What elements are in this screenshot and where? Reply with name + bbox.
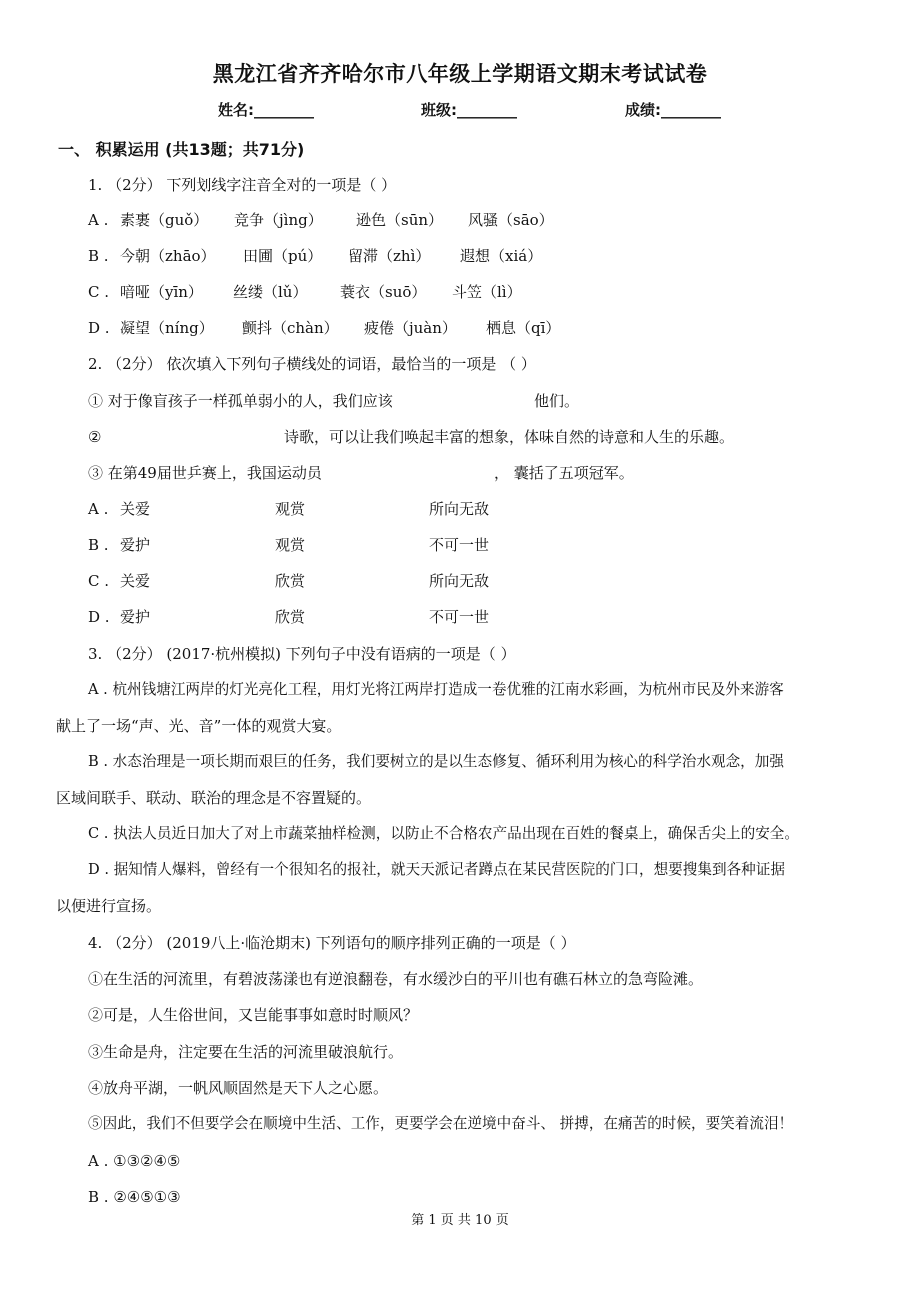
q4-option-b: B . ②④⑤①③ bbox=[88, 1188, 181, 1206]
q4-sentence-1: ①在生活的河流里，有碧波荡漾也有逆浪翻卷，有水缓沙白的平川也有礁石林立的急弯险滩。 bbox=[88, 970, 704, 988]
q3-option-d-line-2: 以便进行宣扬。 bbox=[56, 897, 162, 915]
sentence-text: ② bbox=[88, 428, 102, 446]
option-letter: D . bbox=[88, 319, 110, 337]
option-item: 丝缕（lǔ） bbox=[233, 283, 308, 301]
option-item: 不可一世 bbox=[429, 608, 490, 626]
option-item: 关爱 bbox=[120, 572, 151, 590]
class-field: 班级:________ bbox=[421, 101, 517, 119]
option-item: 爱护 bbox=[120, 536, 151, 554]
page-number: 第 1 页 共 10 页 bbox=[411, 1213, 509, 1228]
name-field: 姓名:________ bbox=[218, 101, 314, 119]
q4-sentence-2: ②可是，人生俗世间，又岂能事事如意时时顺风？ bbox=[88, 1006, 419, 1024]
option-item: 观赏 bbox=[275, 536, 306, 554]
q3-option-c: C . 执法人员近日加大了对上市蔬菜抽样检测，以防止不合格农产品出现在百姓的餐桌上，确保舌尖上的安全。 bbox=[88, 825, 799, 842]
exam-title: 黑龙江省齐齐哈尔市八年级上学期语文期末考试试卷 bbox=[212, 62, 708, 86]
q1-stem: 1. （2分） 下列划线字注音全对的一项是（ ） bbox=[88, 176, 397, 194]
option-item: 今朝（zhāo） bbox=[120, 247, 216, 265]
sentence-text: ③ 在第49届世乒赛上，我国运动员 bbox=[88, 464, 322, 482]
option-item: 竞争（jìng） bbox=[234, 211, 323, 229]
section-heading: 一、 积累运用 (共13题；共71分) bbox=[58, 140, 305, 159]
q3-option-b-line-1: B . 水态治理是一项长期而艰巨的任务，我们要树立的是以生态修复、循环利用为核心的科学治水观念，加强 bbox=[88, 753, 784, 770]
option-letter: C . bbox=[88, 283, 110, 301]
option-letter: D . bbox=[88, 608, 110, 626]
q4-sentence-3: ③生命是舟，注定要在生活的河流里破浪航行。 bbox=[88, 1043, 404, 1061]
option-item: 栖息（qī） bbox=[486, 319, 561, 337]
option-item: 欣赏 bbox=[275, 608, 306, 626]
option-item: 所向无敌 bbox=[429, 500, 490, 518]
option-item: 田圃（pú） bbox=[243, 247, 323, 265]
option-item: 不可一世 bbox=[429, 536, 490, 554]
option-item: 颤抖（chàn） bbox=[242, 319, 339, 337]
option-item: 斗笠（lì） bbox=[452, 283, 522, 301]
option-letter: B . bbox=[88, 536, 109, 554]
option-letter: A . bbox=[88, 500, 109, 518]
q4-sentence-5: ⑤因此，我们不但要学会在顺境中生活、工作，更要学会在逆境中奋斗、 拼搏，在痛苦的时候，要笑着流泪！ bbox=[88, 1115, 794, 1132]
q3-option-d-line-1: D . 据知情人爆料，曾经有一个很知名的报社，就天天派记者蹲点在某民营医院的门口，想要搜集到各种证据 bbox=[88, 861, 785, 878]
q4-sentence-4: ④放舟平湖，一帆风顺固然是天下人之心愿。 bbox=[88, 1079, 389, 1097]
option-item: 喑哑（yīn） bbox=[120, 283, 203, 301]
q2-stem: 2. （2分） 依次填入下列句子横线处的词语，最恰当的一项是 （ ） bbox=[88, 355, 536, 373]
option-item: 观赏 bbox=[275, 500, 306, 518]
q3-option-a-line-2: 献上了一场“声、光、音”一体的观赏大宴。 bbox=[56, 717, 342, 735]
option-item: 凝望（níng） bbox=[120, 319, 214, 337]
q4-stem: 4. （2分） (2019八上·临沧期末) 下列语句的顺序排列正确的一项是（ ） bbox=[88, 934, 576, 952]
option-item: 所向无敌 bbox=[429, 572, 490, 590]
sentence-text: ① 对于像盲孩子一样孤单弱小的人，我们应该 bbox=[88, 392, 393, 410]
option-item: 风骚（sāo） bbox=[468, 211, 554, 229]
option-item: 欣赏 bbox=[275, 572, 306, 590]
q3-option-b-line-2: 区域间联手、联动、联治的理念是不容置疑的。 bbox=[56, 789, 372, 807]
option-item: 爱护 bbox=[120, 608, 151, 626]
sentence-text: 他们。 bbox=[534, 392, 580, 410]
option-item: 素裹（guǒ） bbox=[120, 211, 209, 229]
option-item: 留滞（zhì） bbox=[348, 247, 431, 265]
sentence-text: 诗歌，可以让我们唤起丰富的想象，体味自然的诗意和人生的乐趣。 bbox=[284, 428, 735, 446]
option-item: 逊色（sūn） bbox=[356, 211, 444, 229]
option-letter: B . bbox=[88, 247, 109, 265]
q3-stem: 3. （2分） (2017·杭州模拟) 下列句子中没有语病的一项是（ ） bbox=[88, 645, 516, 663]
option-item: 关爱 bbox=[120, 500, 151, 518]
option-item: 疲倦（juàn） bbox=[364, 319, 457, 337]
option-item: 蓑衣（suō） bbox=[340, 283, 427, 301]
q3-option-a-line-1: A . 杭州钱塘江两岸的灯光亮化工程，用灯光将江两岸打造成一卷优雅的江南水彩画，为杭州市民及外来游客 bbox=[88, 681, 784, 698]
q4-option-a: A . ①③②④⑤ bbox=[88, 1152, 181, 1170]
option-letter: A . bbox=[88, 211, 109, 229]
student-info-row bbox=[0, 99, 920, 123]
score-field: 成绩:________ bbox=[625, 101, 721, 119]
option-item: 遐想（xiá） bbox=[460, 247, 543, 265]
sentence-text: ， 囊括了五项冠军。 bbox=[494, 464, 634, 482]
option-letter: C . bbox=[88, 572, 110, 590]
